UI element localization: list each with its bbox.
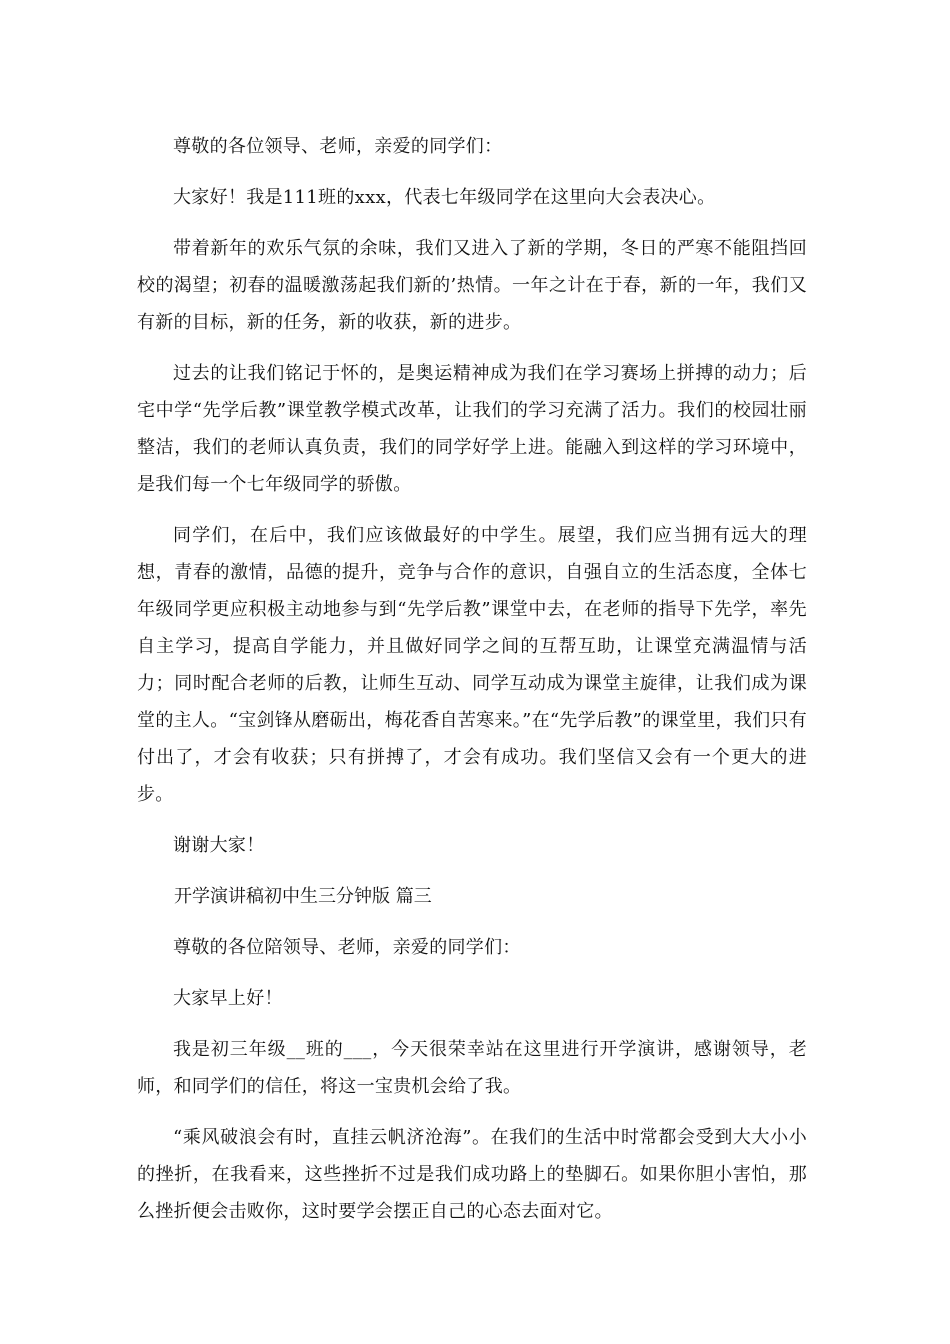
document-body — [137, 128, 807, 1230]
body-paragraph: 同学们，在后中，我们应该做最好的中学生。展望，我们应当拥有远大的理想，青春的激情，品德的提升，竞争与合作的意识，自强自立的生活态度，全体七年级同学更应积极主动地参与到“先学后教”课堂中去，在老师的指导下先学，率先自主学习，提高自学能力，并且做好同学之间的互帮互助，让课堂充满温情与活力；同时配合老师的后教，让师生互动、同学互动成为课堂主旋律，让我们成为课堂的主人。“宝剑锋从磨砺出，梅花香自苦寒来。”在“先学后教”的课堂里，我们只有付出了，才会有收获；只有拼搏了，才会有成功。我们坚信又会有一个更大的进步。 — [137, 525, 807, 805]
salutation: 尊敬的各位陪领导、老师，亲爱的同学们： — [173, 937, 521, 958]
greeting: 大家好！我是111班的xxx，代表七年级同学在这里向大会表决心。 — [173, 187, 716, 208]
body-paragraph: 过去的让我们铭记于怀的，是奥运精神成为我们在学习赛场上拼搏的动力；后宅中学“先学后教”课堂教学模式改革，让我们的学习充满了活力。我们的校园壮丽整洁，我们的老师认真负责，我们的同学好学上进。能融入到这样的学习环境中，是我们每一个七年级同学的骄傲。 — [137, 363, 807, 495]
salutation: 尊敬的各位领导、老师，亲爱的同学们： — [173, 136, 503, 157]
greeting: 大家早上好！ — [173, 988, 283, 1009]
section-heading: 开学演讲稿初中生三分钟版 篇三 — [174, 886, 432, 907]
body-paragraph: 我是初三年级__班的___，今天很荣幸站在这里进行开学演讲，感谢领导，老师，和同学们的信任，将这一宝贵机会给了我。 — [137, 1039, 807, 1097]
closing-thanks: 谢谢大家！ — [173, 835, 265, 856]
body-paragraph: “乘风破浪会有时，直挂云帆济沧海”。在我们的生活中时常都会受到大大小小的挫折，在我看来，这些挫折不过是我们成功路上的垫脚石。如果你胆小害怕，那么挫折便会击败你，这时要学会摆正自己的心态去面对它。 — [137, 1127, 807, 1222]
body-paragraph: 带着新年的欢乐气氛的余味，我们又进入了新的学期，冬日的严寒不能阻挡回校的渴望；初春的温暖激荡起我们新的’热情。一年之计在于春，新的一年，我们又有新的目标，新的任务，新的收获，新的进步。 — [137, 238, 807, 333]
